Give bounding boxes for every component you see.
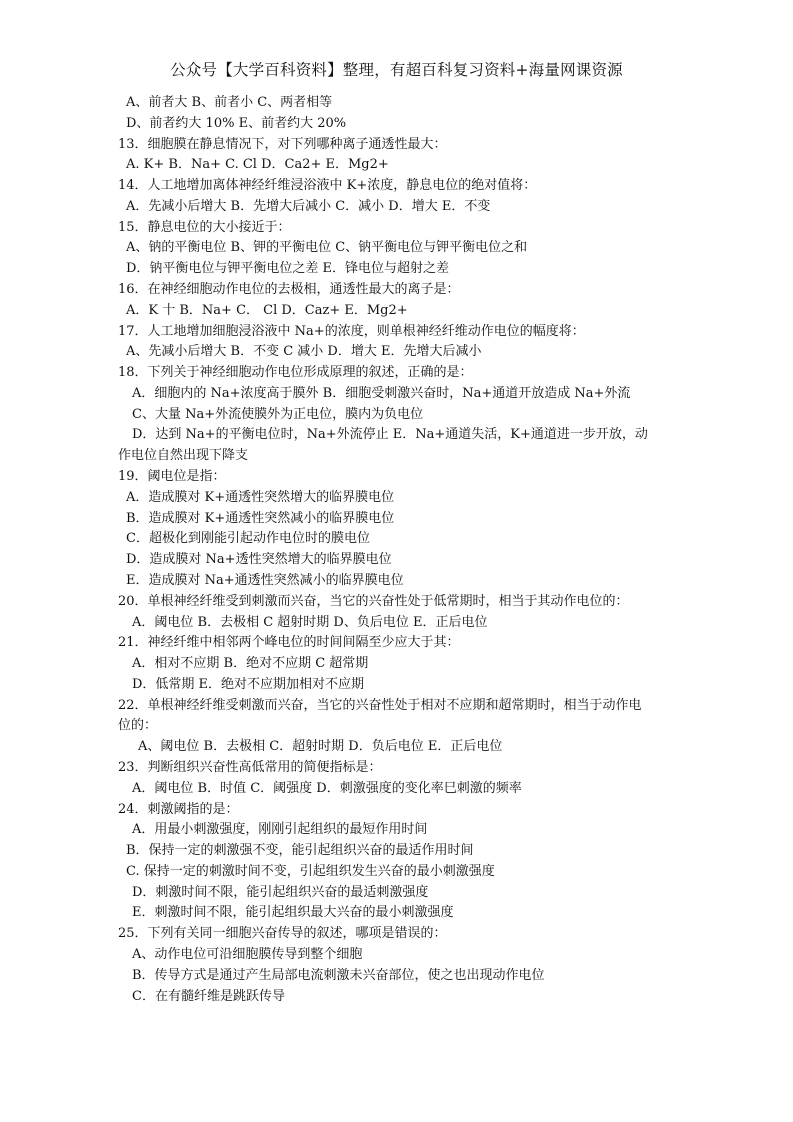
text-line: 24．刺激阈指的是： <box>118 801 239 817</box>
text-line: A、阈电位 B．去极相 C．超射时期 D．负后电位 E．正后电位 <box>138 739 503 755</box>
text-line: 15．静息电位的大小接近于： <box>118 219 291 235</box>
text-line: 19．阈电位是指： <box>118 469 226 485</box>
text-line: 18．下列关于神经细胞动作电位形成原理的叙述，正确的是： <box>118 365 473 381</box>
text-line: A、钠的平衡电位 B、钾的平衡电位 C、钠平衡电位与钾平衡电位之和 <box>126 240 528 256</box>
text-line: D．达到 Na+的平衡电位时，Na+外流停止 E．Na+通道失活，K+通道进一步开放，动 <box>132 427 648 443</box>
text-line: 20．单根神经纤维受到刺激而兴奋，当它的兴奋性处于低常期时，相当于其动作电位的： <box>118 593 629 609</box>
text-line: B．保持一定的刺激强不变，能引起组织兴奋的最适作用时间 <box>126 843 474 859</box>
text-line: B．造成膜对 K+通透性突然减小的临界膜电位 <box>126 510 395 526</box>
text-line: C. 保持一定的刺激时间不变，引起组织发生兴奋的最小刺激强度 <box>126 863 495 879</box>
text-line: 作电位自然出现下降支 <box>118 448 249 464</box>
text-line: 25．下列有关同一细胞兴奋传导的叙述，哪项是错误的： <box>118 926 447 942</box>
text-line: B．传导方式是通过产生局部电流刺激未兴奋部位，使之也出现动作电位 <box>132 967 545 983</box>
text-line: 17．人工地增加细胞浸浴液中 Na+的浓度，则单根神经纤维动作电位的幅度将： <box>118 323 585 339</box>
text-line: 13．细胞膜在静息情况下，对下列哪种离子通透性最大： <box>118 136 447 152</box>
text-line: A．相对不应期 B．绝对不应期 C 超常期 <box>132 656 369 672</box>
text-line: 21．神经纤维中相邻两个峰电位的时间间隔至少应大于其： <box>118 635 460 651</box>
text-line: D、前者约大 10% E、前者约大 20% <box>126 115 347 131</box>
text-line: D．造成膜对 Na+透性突然增大的临界膜电位 <box>126 552 392 568</box>
text-line: C．超极化到刚能引起动作电位时的膜电位 <box>126 531 370 547</box>
text-line: A．造成膜对 K+通透性突然增大的临界膜电位 <box>126 489 395 505</box>
text-line: 14．人工地增加离体神经纤维浸浴液中 K+浓度，静息电位的绝对值将： <box>118 178 537 194</box>
text-line: E．刺激时间不限，能引起组织最大兴奋的最小刺激强度 <box>132 905 454 921</box>
text-line: A、动作电位可沿细胞膜传导到整个细胞 <box>132 946 363 962</box>
text-line: A．细胞内的 Na+浓度高于膜外 B．细胞受刺激兴奋时，Na+通道开放造成 Na+外流 <box>132 385 631 401</box>
text-line: D．刺激时间不限，能引起组织兴奋的最适刺激强度 <box>132 884 429 900</box>
text-line: 16．在神经细胞动作电位的去极相，通透性最大的离子是： <box>118 282 460 298</box>
text-line: A、前者大 B、前者小 C、两者相等 <box>126 95 333 110</box>
text-line: A、先减小后增大 B．不变 C 减小 D．增大 E．先增大后减小 <box>126 344 482 360</box>
text-line: 23．判断组织兴奋性高低常用的简便指标是： <box>118 759 382 775</box>
text-line: C．在有髓纤维是跳跃传导 <box>132 988 285 1004</box>
page-header: 公众号【大学百科资料】整理，有超百科复习资料+海量网课资源 <box>170 61 623 79</box>
text-line: A．阈电位 B．时值 C．阈强度 D．刺激强度的变化率巳刺激的频率 <box>132 780 522 796</box>
text-line: A．用最小刺激强度，刚刚引起组织的最短作用时间 <box>132 822 428 838</box>
text-line: C、大量 Na+外流使膜外为正电位，膜内为负电位 <box>132 406 424 422</box>
text-line: A. K+ B．Na+ C. Cl D．Ca2+ E．Mg2+ <box>126 157 389 173</box>
text-line: D．钠平衡电位与钾平衡电位之差 E．锋电位与超射之差 <box>126 261 450 277</box>
text-line: A．先减小后增大 B．先增大后减小 C．减小 D．增大 E．不变 <box>126 198 491 214</box>
text-line: A．阈电位 B．去极相 C 超射时期 D、负后电位 E．正后电位 <box>132 614 488 630</box>
text-line: 22．单根神经纤维受刺激而兴奋，当它的兴奋性处于相对不应期和超常期时，相当于动作电 <box>118 697 642 713</box>
text-line: 位的： <box>118 718 158 734</box>
text-line: E．造成膜对 Na+通透性突然减小的临界膜电位 <box>126 572 404 588</box>
text-line: A．K 十 B．Na+ C． Cl D．Caz+ E．Mg2+ <box>126 302 408 318</box>
text-line: D．低常期 E．绝对不应期加相对不应期 <box>132 676 365 692</box>
